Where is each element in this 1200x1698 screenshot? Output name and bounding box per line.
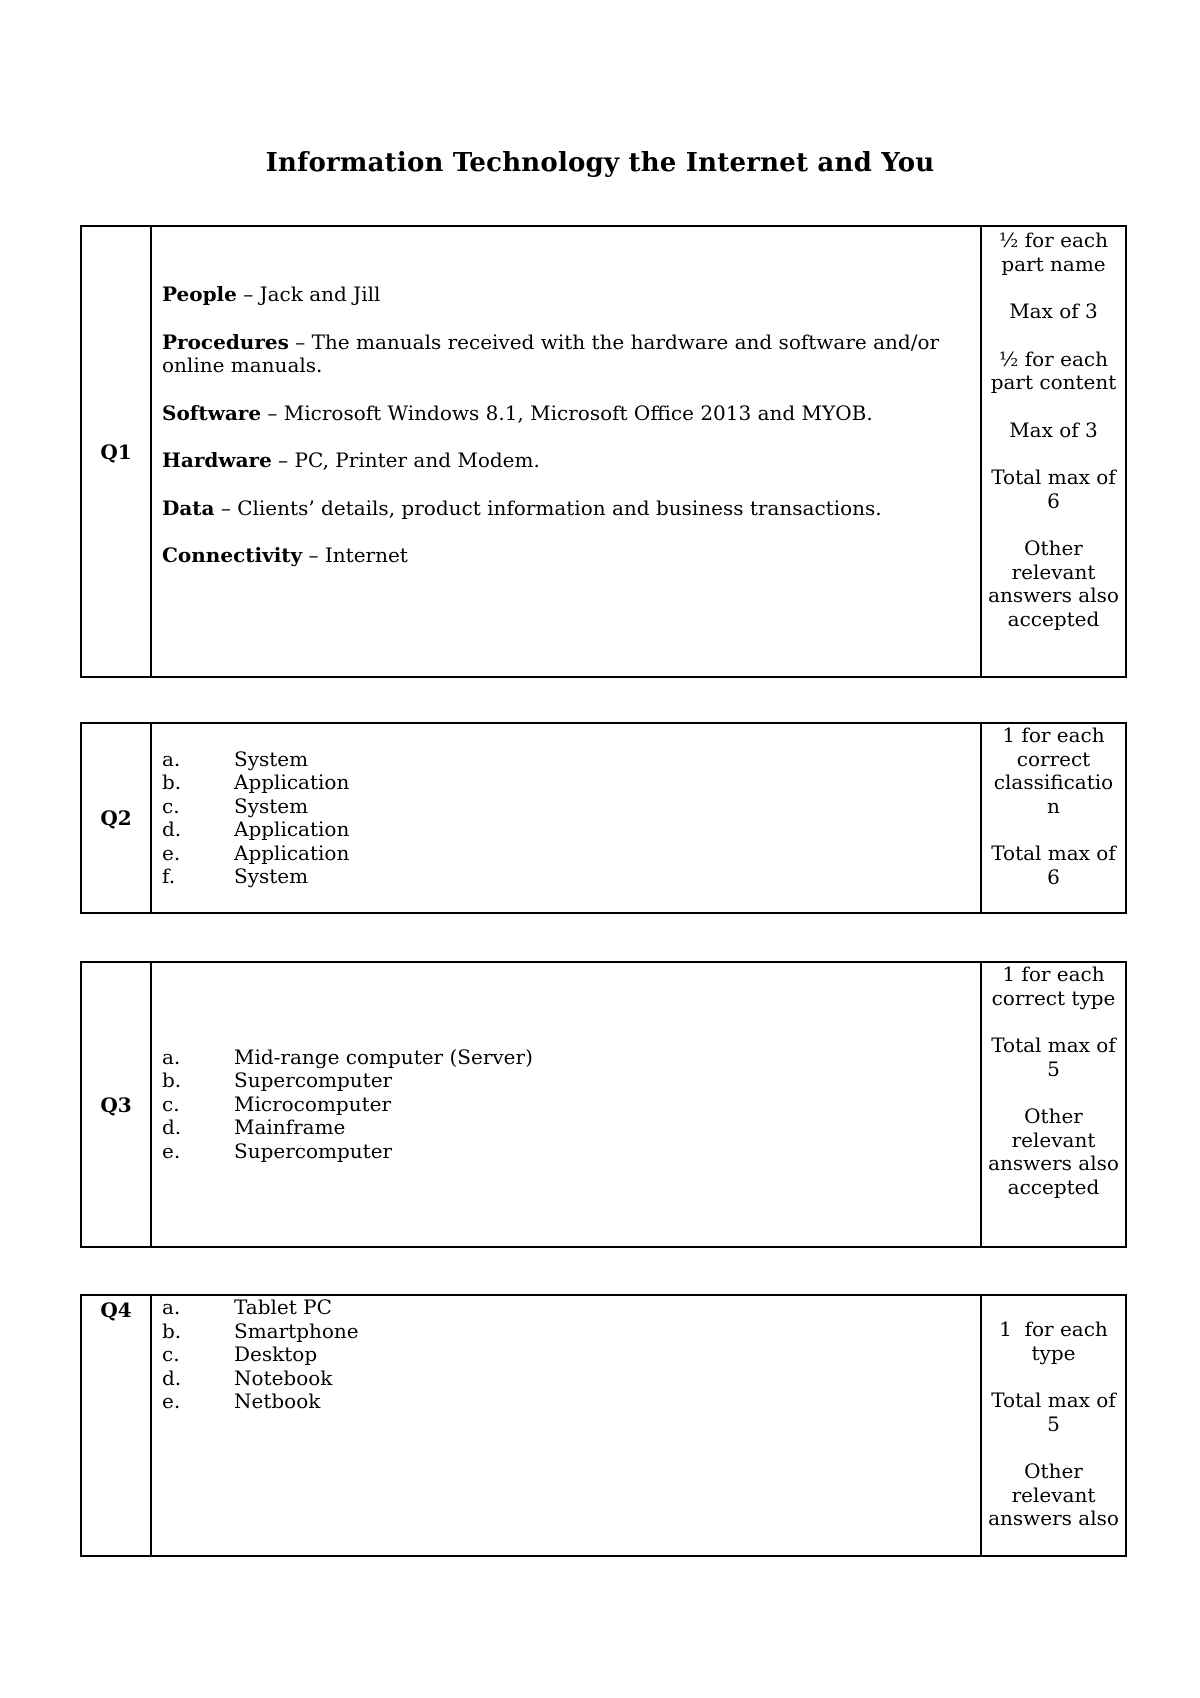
document-title: Information Technology the Internet and You [265,148,935,178]
q2-table [80,722,1127,914]
marks-note: ½ for each part name [999,228,1108,276]
item-letter: e. [162,1389,181,1413]
list-item [162,1320,966,1344]
marks-note: ½ for each part content [990,346,1117,394]
item-text: Application [234,817,350,841]
marks-note: Total max of 6 [991,465,1116,513]
marks-note: Other relevant answers also [988,1459,1119,1530]
item-letter: c. [162,1342,180,1366]
q3-answer [150,963,982,1246]
item-text: Tablet PC [234,1295,332,1319]
item-text: System [234,864,309,888]
item-letter: b. [162,1068,182,1093]
list-item [162,1116,966,1140]
question-label: Q1 [82,227,152,676]
list-item [162,771,966,795]
item-letter: a. [162,746,181,771]
item-text: Application [234,840,350,865]
marks-note: 1 for each correct classificatio n [993,724,1114,818]
item-text: Mainframe [234,1115,346,1140]
q1-answer [150,227,982,676]
q1-table [80,225,1127,678]
answer-paragraph [162,283,966,307]
marks-note: Max of 3 [1009,299,1098,323]
question-label: Q3 [82,963,152,1246]
item-text: Supercomputer [234,1138,393,1163]
q4-marks [982,1296,1125,1555]
term: Connectivity [162,543,303,567]
item-letter: d. [162,817,182,841]
list-item [162,818,966,842]
item-letter: d. [162,1365,182,1390]
item-letter: d. [162,1115,182,1140]
q2-marks [982,724,1125,912]
item-text: System [234,746,309,771]
answer-paragraph [162,331,966,378]
marks-note: Max of 3 [1009,417,1098,442]
q4-table [80,1294,1127,1557]
answer-paragraph [162,402,966,426]
marks-note: Total max of 5 [991,1033,1116,1081]
marks-note: Total max of 6 [991,841,1116,889]
definition: – Microsoft Windows 8.1, Microsoft Office 2013 and MYOB. [261,400,873,425]
q1-marks [982,227,1125,676]
question-label: Q2 [82,724,152,912]
list-item [162,1343,966,1367]
answer-paragraph [162,449,966,473]
marks-note: 1 for each type [999,1317,1115,1365]
list-item [162,1069,966,1093]
list-item [162,795,966,819]
item-text: Netbook [234,1389,321,1413]
item-letter: b. [162,770,182,794]
item-letter: a. [162,1295,181,1319]
list-item [162,1046,966,1070]
item-letter: e. [162,1138,181,1163]
q3-marks [982,963,1125,1246]
item-letter: f. [162,864,176,888]
marks-note: Other relevant answers also accepted [988,536,1119,631]
item-text: Mid-range computer (Server) [234,1044,533,1069]
marks-note: Other relevant answers also accepted [988,1104,1119,1199]
item-text: Microcomputer [234,1091,392,1116]
term: Data [162,495,215,520]
list-item [162,1390,966,1414]
q4-answer [150,1296,982,1555]
q2-answer [150,724,982,912]
list-item [162,865,966,889]
definition: – PC, Printer and Modem. [271,448,540,472]
question-label: Q4 [82,1296,152,1555]
item-letter: e. [162,840,181,865]
marks-note: 1 for each correct type [991,963,1116,1010]
definition: – The manuals received with the hardware and software and/or online manuals. [162,329,940,377]
item-text: Notebook [234,1365,333,1390]
list-item [162,1367,966,1391]
item-letter: c. [162,1091,180,1116]
item-text: Application [234,770,350,794]
term: Hardware [162,448,272,472]
list-item [162,748,966,772]
list-item [162,1296,966,1320]
item-text: System [234,793,309,818]
definition: – Internet [302,543,408,567]
item-letter: c. [162,793,180,818]
term: People [162,282,237,306]
q3-table [80,961,1127,1248]
item-letter: b. [162,1318,182,1343]
item-text: Smartphone [234,1318,359,1343]
list-item [162,1093,966,1117]
definition: – Clients’ details, product information and business transactions. [214,495,882,520]
item-text: Supercomputer [234,1068,393,1093]
marks-note: Total max of 5 [991,1388,1116,1436]
term: Procedures [162,329,289,354]
list-item [162,1140,966,1164]
item-text: Desktop [234,1342,318,1366]
term: Software [162,400,262,425]
definition: – Jack and Jill [236,282,381,306]
answer-paragraph [162,544,966,568]
item-letter: a. [162,1044,181,1069]
list-item [162,842,966,866]
answer-paragraph [162,497,966,521]
